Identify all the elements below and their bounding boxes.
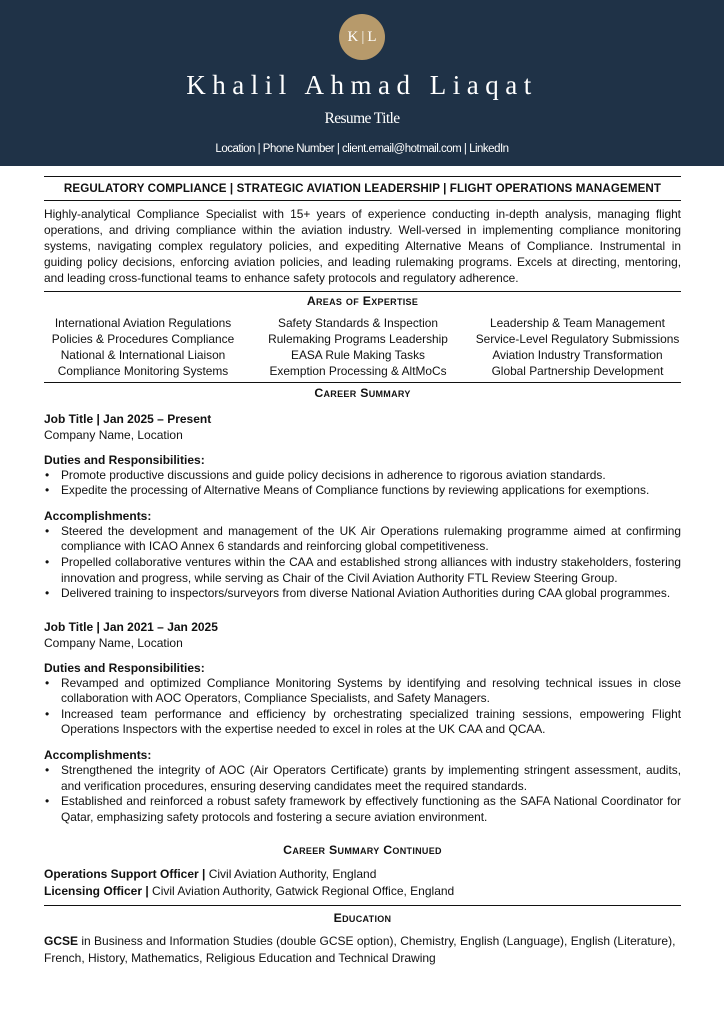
monogram-left: K: [347, 28, 359, 45]
job-company: Company Name, Location: [44, 427, 183, 442]
education-entry: [44, 933, 681, 966]
accomplishments-heading: Accomplishments:: [44, 508, 152, 523]
monogram-right: L: [367, 28, 377, 45]
job-title: Job Title | Jan 2021 – Jan 2025: [44, 619, 218, 634]
section-title-education: Education: [333, 911, 392, 926]
expertise-item: National & International Liaison: [60, 347, 226, 362]
expertise-item: Rulemaking Programs Leadership: [268, 331, 448, 346]
resume-header: [0, 0, 724, 166]
resume-title: Resume Title: [324, 110, 400, 127]
expertise-item: Service-Level Regulatory Submissions: [475, 331, 680, 346]
previous-role-org: Civil Aviation Authority, England: [205, 867, 377, 882]
job-company: Company Name, Location: [44, 635, 183, 650]
section-title-career: Career Summary: [314, 385, 411, 400]
expertise-item: Leadership & Team Management: [490, 315, 665, 330]
education-qualification: GCSE: [44, 934, 79, 949]
list-item: • Propelled collaborative ventures within the CAA and established strong alliances with industry stakeholders, fostering innovation and progress, while serving as Chair of the Civil Aviation Authority FTL Review Steering Group.: [44, 555, 681, 586]
monogram-separator: |: [361, 28, 365, 45]
section-title-expertise: Areas of Expertise: [306, 293, 419, 308]
list-item: • Promote productive discussions and guide policy decisions in adherence to rigorous aviation standards.: [44, 468, 681, 484]
expertise-item: Exemption Processing & AltMoCs: [269, 363, 447, 378]
previous-role: [44, 883, 681, 900]
accomplishments-heading: Accomplishments:: [44, 748, 152, 763]
monogram-badge: [339, 14, 385, 60]
duties-heading: Duties and Responsibilities:: [44, 452, 205, 467]
job-entry: [44, 411, 681, 602]
profile-summary: Highly-analytical Compliance Specialist with 15+ years of experience conducting in-depth analysis, managing flight operations, and driving compliance within the aviation industry. Well-versed in implementing compliance monitoring systems, navigating complex regulatory policies, and expediting Alternative Means of Compliance. Instrumental in guiding policy decisions, enforcing aviation policies, and leading rulemaking programs. Excels at directing, mentoring, and leading cross-functional teams to enhance safety protocols and regulatory adherence.: [44, 207, 681, 285]
list-item: • Expedite the processing of Alternative Means of Compliance functions by reviewing applications for exemptions.: [44, 483, 681, 499]
list-item: • Revamped and optimized Compliance Monitoring Systems by identifying and resolving technical issues in close collaboration with AOC Operators, Compliance Specialists, and Safety Managers.: [44, 676, 681, 707]
list-item: • Steered the development and management of the UK Air Operations rulemaking programme aimed at confirming compliance with ICAO Annex 6 standards and reinforcing global competitiveness.: [44, 524, 681, 555]
list-item: • Increased team performance and efficiency by orchestrating specialized training sessions, empowering Flight Operations Inspectors with the expertise needed to excel in roles at the UK CAA and QCAA.: [44, 707, 681, 738]
duties-list: [44, 468, 681, 499]
duties-list: [44, 676, 681, 738]
expertise-item: Compliance Monitoring Systems: [57, 363, 229, 378]
list-item: • Strengthened the integrity of AOC (Air Operators Certificate) grants by implementing stringent assessment, audits, and verification procedures, ensuring deserving candidates meet the required standards.: [44, 763, 681, 794]
previous-role-title: Operations Support Officer |: [44, 867, 206, 882]
expertise-item: Aviation Industry Transformation: [492, 347, 663, 362]
resume-body: [44, 176, 681, 966]
list-item: • Delivered training to inspectors/surveyors from diverse National Aviation Authorities during CAA global programmes.: [44, 586, 681, 602]
expertise-item: EASA Rule Making Tasks: [291, 347, 425, 362]
list-item: • Established and reinforced a robust safety framework by effectively functioning as the SAFA National Coordinator for Qatar, emphasizing safety protocols and fostering a secure aviation environment.: [44, 794, 681, 825]
expertise-item: Global Partnership Development: [491, 363, 664, 378]
previous-role: [44, 866, 681, 883]
expertise-item: Policies & Procedures Compliance: [51, 331, 235, 346]
expertise-item: International Aviation Regulations: [54, 315, 232, 330]
previous-role-title: Licensing Officer |: [44, 883, 149, 898]
contact-line: Location | Phone Number | client.email@hotmail.com | LinkedIn: [215, 143, 509, 155]
job-title: Job Title | Jan 2025 – Present: [44, 411, 212, 426]
duties-heading: Duties and Responsibilities:: [44, 660, 205, 675]
headline: REGULATORY COMPLIANCE | STRATEGIC AVIATION LEADERSHIP | FLIGHT OPERATIONS MANAGEMENT: [63, 182, 662, 195]
accomplishments-list: [44, 763, 681, 825]
candidate-name: Khalil Ahmad Liaqat: [186, 70, 538, 100]
previous-role-org: Civil Aviation Authority, Gatwick Regional Office, England: [148, 883, 455, 898]
education-details: in Business and Information Studies (double GCSE option), Chemistry, English (Language), English (Literature), French, History, Mathematics, Religious Education and Technical Drawing: [44, 934, 676, 965]
expertise-grid: [44, 315, 681, 382]
accomplishments-list: [44, 524, 681, 602]
expertise-item: Safety Standards & Inspection: [278, 315, 438, 330]
section-title-career-continued: Career Summary Continued: [283, 843, 442, 858]
job-entry: [44, 619, 681, 826]
